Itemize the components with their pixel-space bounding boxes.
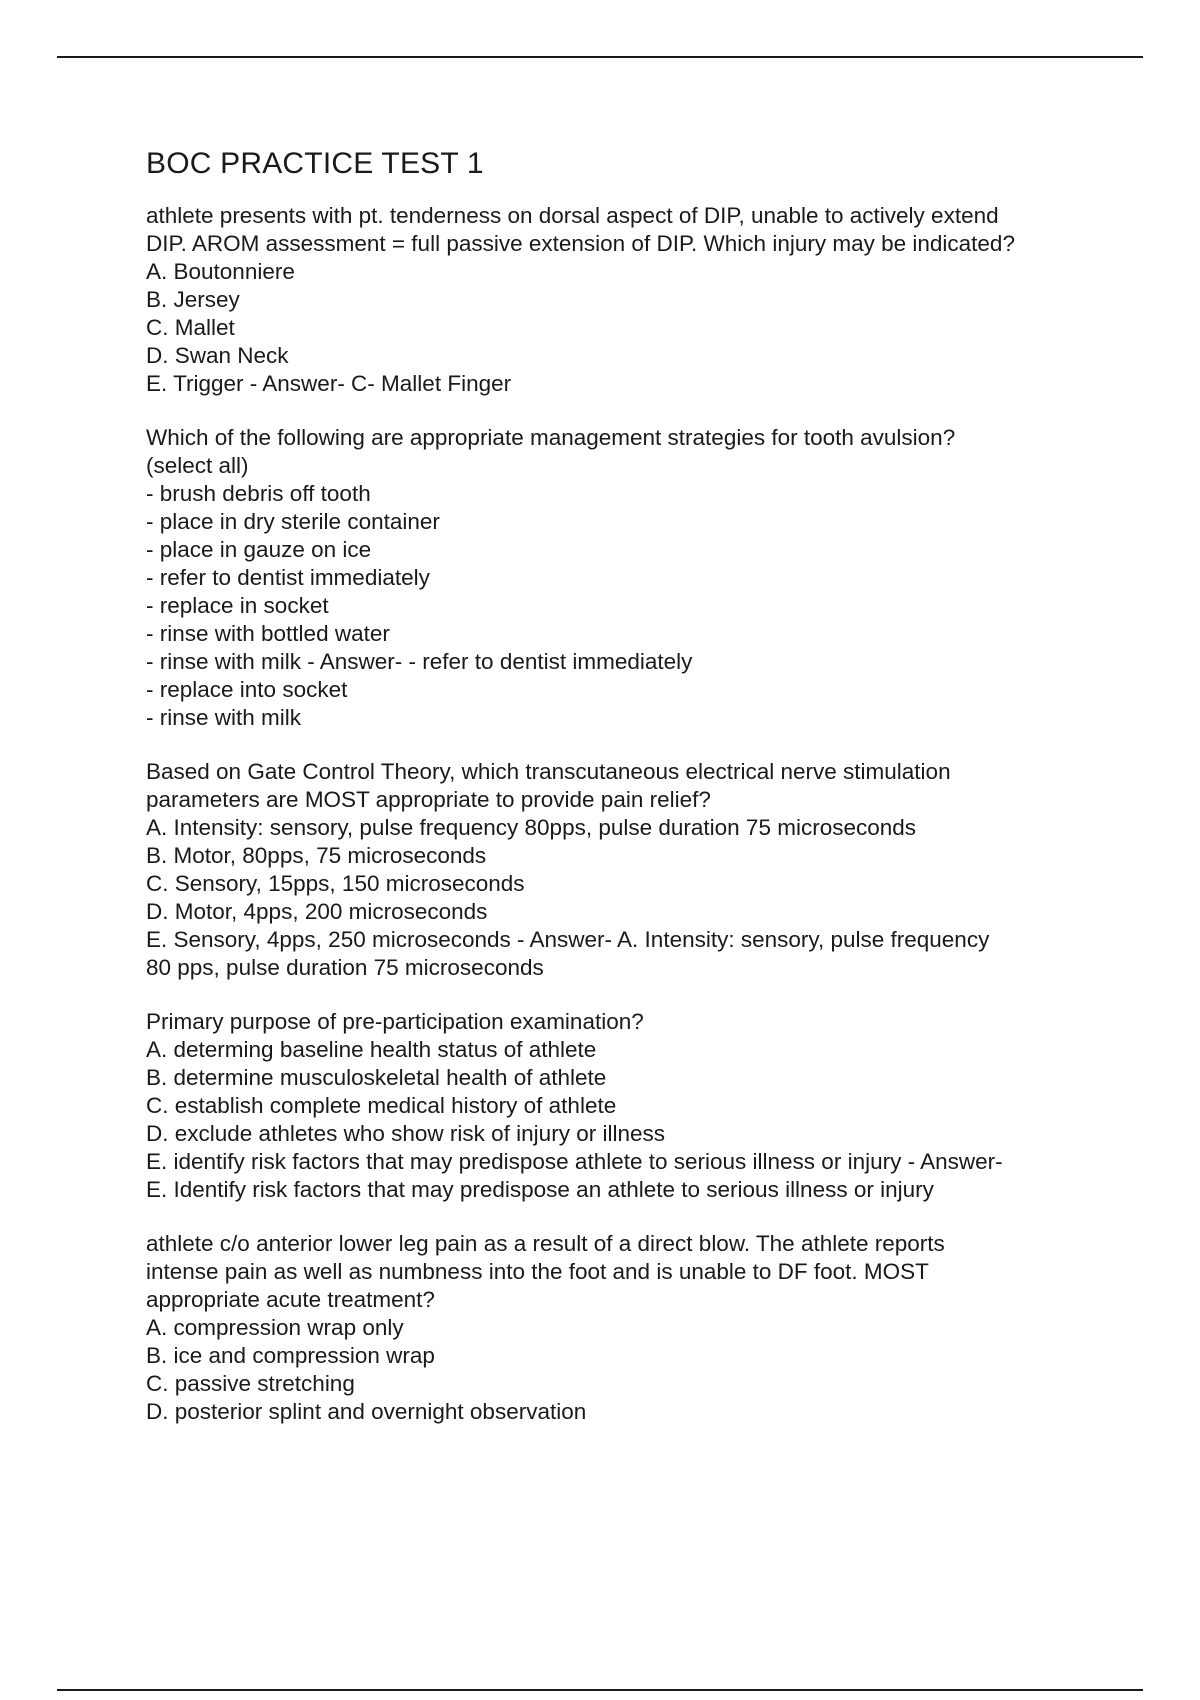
- answer-option: D. exclude athletes who show risk of injury or illness: [146, 1121, 665, 1146]
- question-line: intense pain as well as numbness into the foot and is unable to DF foot. MOST: [146, 1259, 929, 1284]
- answer-option: - place in gauze on ice: [146, 537, 372, 562]
- question-3: [146, 758, 1106, 982]
- question-line: Based on Gate Control Theory, which transcutaneous electrical nerve stimulation: [146, 759, 951, 784]
- question-4: [146, 1008, 1106, 1204]
- answer-line: E. Identify risk factors that may predispose an athlete to serious illness or injury: [146, 1177, 934, 1202]
- question-line: appropriate acute treatment?: [146, 1287, 435, 1312]
- answer-option: - place in dry sterile container: [146, 509, 440, 534]
- answer-line: - rinse with milk: [146, 705, 302, 730]
- answer-line: 80 pps, pulse duration 75 microseconds: [146, 955, 544, 980]
- question-line: (select all): [146, 453, 249, 478]
- answer-option: A. determing baseline health status of athlete: [146, 1037, 597, 1062]
- answer-option: B. ice and compression wrap: [146, 1343, 435, 1368]
- answer-option-with-answer: E. Sensory, 4pps, 250 microseconds - Answer- A. Intensity: sensory, pulse frequency: [146, 927, 990, 952]
- question-5: [146, 1230, 1106, 1426]
- answer-option: D. Swan Neck: [146, 343, 289, 368]
- question-line: DIP. AROM assessment = full passive extension of DIP. Which injury may be indicated?: [146, 231, 1015, 256]
- answer-option-with-answer: E. Trigger - Answer- C- Mallet Finger: [146, 371, 512, 396]
- answer-option: D. Motor, 4pps, 200 microseconds: [146, 899, 488, 924]
- question-line: parameters are MOST appropriate to provide pain relief?: [146, 787, 711, 812]
- document-title: BOC PRACTICE TEST 1: [146, 147, 484, 180]
- answer-option: B. Motor, 80pps, 75 microseconds: [146, 843, 487, 868]
- answer-option: B. Jersey: [146, 287, 240, 312]
- answer-option: C. Sensory, 15pps, 150 microseconds: [146, 871, 525, 896]
- document-body: [146, 146, 1106, 1452]
- question-1: [146, 202, 1106, 398]
- answer-option: D. posterior splint and overnight observation: [146, 1399, 587, 1424]
- answer-option-with-answer: - rinse with milk - Answer- - refer to dentist immediately: [146, 649, 693, 674]
- question-line: Which of the following are appropriate management strategies for tooth avulsion?: [146, 425, 956, 450]
- answer-option: - replace in socket: [146, 593, 329, 618]
- answer-option: C. passive stretching: [146, 1371, 355, 1396]
- answer-option: C. Mallet: [146, 315, 235, 340]
- question-line: Primary purpose of pre-participation examination?: [146, 1009, 644, 1034]
- answer-option-with-answer: E. identify risk factors that may predispose athlete to serious illness or injury - Answer-: [146, 1149, 1003, 1174]
- answer-option: C. establish complete medical history of athlete: [146, 1093, 617, 1118]
- question-line: athlete presents with pt. tenderness on dorsal aspect of DIP, unable to actively extend: [146, 203, 999, 228]
- page-footer-rule: [57, 1689, 1143, 1691]
- question-2: [146, 424, 1106, 732]
- answer-option: B. determine musculoskeletal health of athlete: [146, 1065, 607, 1090]
- question-line: athlete c/o anterior lower leg pain as a result of a direct blow. The athlete reports: [146, 1231, 945, 1256]
- answer-option: - refer to dentist immediately: [146, 565, 430, 590]
- answer-option: - rinse with bottled water: [146, 621, 390, 646]
- answer-option: - brush debris off tooth: [146, 481, 371, 506]
- page-header-rule: [57, 56, 1143, 58]
- answer-option: A. compression wrap only: [146, 1315, 404, 1340]
- answer-option: A. Intensity: sensory, pulse frequency 80pps, pulse duration 75 microseconds: [146, 815, 917, 840]
- answer-line: - replace into socket: [146, 677, 348, 702]
- answer-option: A. Boutonniere: [146, 259, 295, 284]
